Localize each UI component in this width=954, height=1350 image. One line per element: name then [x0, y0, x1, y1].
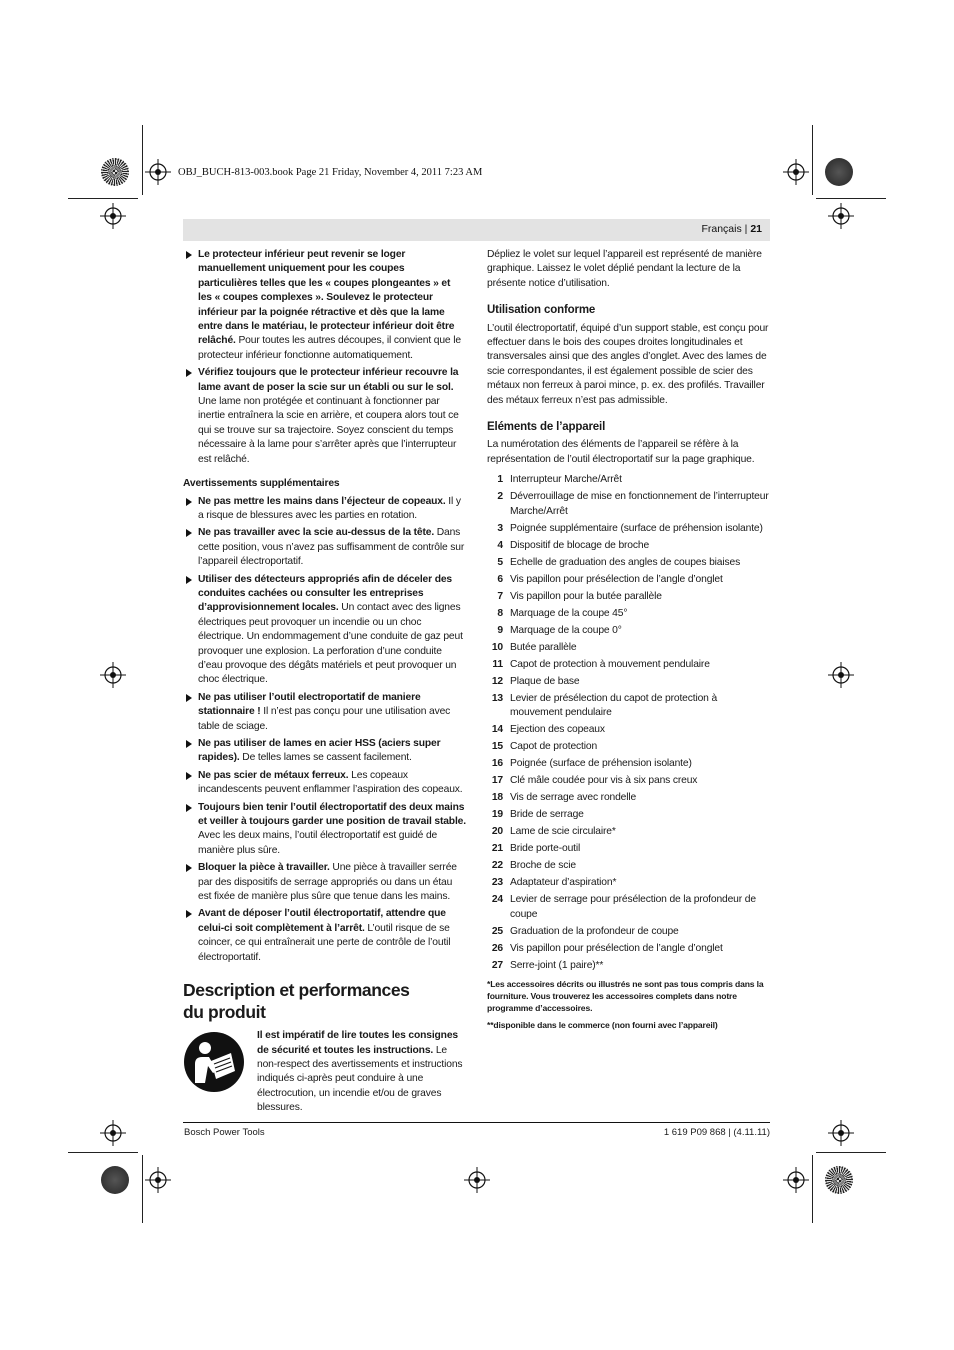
read-manual-icon	[183, 1031, 245, 1093]
list-item: 21 Bride porte-outil	[491, 843, 581, 855]
registration-mark-icon	[100, 662, 126, 688]
list-item: 14 Ejection des copeaux	[491, 724, 605, 736]
right-column	[487, 248, 770, 1031]
bullet-triangle-icon	[186, 498, 192, 506]
crop-mark	[816, 1152, 886, 1153]
list-item: 26 Vis papillon pour présélection de l’angle d’onglet	[491, 942, 723, 954]
list-item: 15 Capot de protection	[491, 741, 598, 753]
bullet-triangle-icon	[186, 772, 192, 780]
bullet-triangle-icon	[186, 251, 192, 259]
list-item: 22 Broche de scie	[491, 860, 577, 872]
list-item: 7 Vis papillon pour la butée parallèle	[497, 590, 662, 602]
color-wheel-icon	[825, 1166, 853, 1194]
print-slug-line: OBJ_BUCH-813-003.book Page 21 Friday, November 4, 2011 7:23 AM	[178, 167, 483, 178]
list-item: 17 Clé mâle coudée pour vis à six pans creux	[491, 775, 698, 787]
crop-mark	[812, 125, 813, 195]
list-item: 1 Interrupteur Marche/Arrêt	[497, 474, 622, 486]
footnote-accessories: *Les accessoires décrits ou illustrés ne sont pas tous compris dans la fourniture. Vous trouverez les accessoires complets dans notre programme d’accessoires.	[487, 978, 764, 1013]
page-header	[183, 219, 770, 241]
list-item: 6 Vis papillon pour présélection de l’angle d’onglet	[497, 573, 723, 585]
list-item: 3 Poignée supplémentaire (surface de préhension isolante)	[497, 522, 763, 534]
bullet-triangle-icon	[186, 694, 192, 702]
bullet-triangle-icon	[186, 369, 192, 377]
list-item: 10 Butée parallèle	[491, 641, 577, 653]
registration-mark-icon	[828, 1120, 854, 1146]
bullet-triangle-icon	[186, 804, 192, 812]
header-label	[701, 223, 762, 235]
list-item: 25 Graduation de la profondeur de coupe	[491, 925, 679, 937]
footer-rule	[183, 1122, 770, 1123]
list-item: 18 Vis de serrage avec rondelle	[491, 792, 637, 804]
read-manual-text: Il est impératif de lire toutes les consignes de sécurité et toutes les instructions. Le non-respect des avertissements et instructions indiqués ci-après peut conduire à une électrocution, un incendie et/ou de graves blessures.	[257, 1030, 463, 1114]
parts-intro-paragraph: La numérotation des éléments de l’appareil se réfère à la représentation de l’outil électroportatif sur la page graphique.	[487, 439, 755, 465]
footer-brand: Bosch Power Tools	[184, 1127, 265, 1138]
list-item: 16 Poignée (surface de préhension isolante)	[491, 758, 692, 770]
list-item: 12 Plaque de base	[491, 675, 580, 687]
warning-bullet: Ne pas utiliser de lames en acier HSS (aciers super rapides). De telles lames se cassent facilement.	[183, 737, 466, 766]
warning-bullet: Vérifiez toujours que le protecteur inférieur recouvre la lame avant de poser la scie sur un établi ou sur le sol. Une lame non protégée et continuant à fonctionner par inertie entraînera la scie en arrière, et coupera alors tout ce qui se trouve sur sa trajectoire. Soyez conscient du temps nécessaire à la lame pour s’arrêter après que l’interrupteur est relâché.	[183, 366, 466, 467]
warning-bullet: Bloquer la pièce à travailler. Une pièce à travailler serrée par des dispositifs de serrage appropriés ou dans un étau est fixée de manière plus sûre que tenue dans les mains.	[183, 861, 466, 904]
color-wheel-icon	[101, 1166, 129, 1194]
header-separator: |	[744, 223, 748, 235]
warning-bullet: Ne pas scier de métaux ferreux. Les copeaux incandescents peuvent enflammer l’aspiration des copeaux.	[183, 769, 466, 798]
crop-mark	[142, 1155, 143, 1223]
registration-mark-icon	[464, 1167, 490, 1193]
crop-mark	[816, 198, 886, 199]
page-number: 21	[750, 223, 762, 235]
registration-mark-icon	[783, 159, 809, 185]
registration-mark-icon	[783, 1167, 809, 1193]
footnote-commercial: **disponible dans le commerce (non fourni avec l’appareil)	[487, 1019, 718, 1030]
list-item: 13 Levier de présélection du capot de protection à mouvement pendulaire	[491, 692, 718, 719]
list-item: 19 Bride de serrage	[491, 809, 584, 821]
registration-mark-icon	[145, 159, 171, 185]
list-item: 24 Levier de serrage pour présélection de la profondeur de coupe	[491, 894, 756, 920]
section-title: Description et performances du produit	[183, 980, 410, 1023]
intended-use-paragraph: L’outil électroportatif, équipé d’un support stable, est conçu pour effectuer dans le bois des coupes droites longitudinales et transversales ainsi que des angles d’onglet. Avec des lames de scie correspondantes, il est également possible de scier des métaux non ferreux à paroi mince, p. ex. des profilés. Travailler des métaux ferreux n’est pas admissible.	[487, 322, 769, 406]
bullet-triangle-icon	[186, 576, 192, 584]
bullet-triangle-icon	[186, 740, 192, 748]
warning-bullet: Utiliser des détecteurs appropriés afin de déceler des conduites cachées ou consulter les entreprises d’approvisionnement locales. Un contact avec des lignes électriques peut provoquer un incendie ou un choc électrique. Un endommagement d’une conduite de gaz peut provoquer une explosion. La perforation d’une conduite d’eau provoque des dégâts matériels et peut provoquer un choc électrique.	[183, 573, 466, 688]
warning-bullet: Toujours bien tenir l’outil électroportatif des deux mains et veiller à toujours garder une position de travail stable. Avec les deux mains, l’outil électroportatif est guidé de manière plus sûre.	[183, 801, 466, 859]
warning-bullet: Ne pas travailler avec la scie au-dessus de la tête. Dans cette position, vous n’avez pas suffisamment de contrôle sur l’appareil électroportatif.	[183, 526, 466, 569]
registration-mark-icon	[100, 203, 126, 229]
warning-bullet: Le protecteur inférieur peut revenir se loger manuellement uniquement pour les coupes particulières telles que les « coupes plongeantes » et les « coupes complexes ». Soulevez le protecteur inférieur par la poignée rétractive et dès que la lame entre dans le matériau, le protecteur inférieur doit être relâché. Pour toutes les autres découpes, il convient que le protecteur inférieur fonctionne automatiquement.	[183, 248, 466, 363]
list-item: 8 Marquage de la coupe 45°	[497, 607, 628, 619]
bullet-triangle-icon	[186, 864, 192, 872]
heading-product-features: Eléments de l’appareil	[487, 421, 606, 434]
crop-mark	[142, 125, 143, 195]
parts-list	[487, 473, 770, 973]
left-column	[183, 248, 466, 1121]
read-manual-notice	[183, 1029, 466, 1121]
list-item: 2 Déverrouillage de mise en fonctionnement de l’interrupteur Marche/Arrêt	[497, 491, 769, 517]
crop-mark	[68, 198, 138, 199]
bullet-triangle-icon	[186, 529, 192, 537]
registration-mark-icon	[828, 203, 854, 229]
list-item: 9 Marquage de la coupe 0°	[497, 624, 622, 636]
heading-intended-use: Utilisation conforme	[487, 304, 596, 317]
list-item: 5 Echelle de graduation des angles de coupes biaises	[497, 556, 741, 568]
registration-mark-icon	[145, 1167, 171, 1193]
intro-paragraph: Dépliez le volet sur lequel l’appareil est représenté de manière graphique. Laissez le volet déplié pendant la lecture de la présente notice d’utilisation.	[487, 249, 762, 289]
crop-mark	[68, 1152, 138, 1153]
color-wheel-icon	[101, 158, 129, 186]
header-language: Français	[701, 223, 742, 235]
color-wheel-icon	[825, 158, 853, 186]
footer-document-number: 1 619 P09 868 | (4.11.11)	[663, 1127, 770, 1138]
warning-bullet: Ne pas mettre les mains dans l’éjecteur de copeaux. Il y a risque de blessures avec les parties en rotation.	[183, 495, 466, 524]
subheading-additional-warnings: Avertissements supplémentaires	[183, 478, 340, 490]
warning-bullet: Ne pas utiliser l’outil electroportatif de maniere stationnaire ! Il n’est pas conçu pour une utilisation avec table de sciage.	[183, 691, 466, 734]
list-item: 4 Dispositif de blocage de broche	[497, 539, 650, 551]
crop-mark	[812, 1155, 813, 1223]
registration-mark-icon	[828, 662, 854, 688]
list-item: 20 Lame de scie circulaire*	[491, 826, 616, 838]
registration-mark-icon	[100, 1120, 126, 1146]
list-item: 11 Capot de protection à mouvement pendulaire	[492, 658, 710, 670]
bullet-triangle-icon	[186, 910, 192, 918]
warning-bullet: Avant de déposer l’outil électroportatif, attendre que celui-ci soit complètement à l’arrêt. L’outil risque de se coincer, ce qui entraînerait une perte de contrôle de l’outil électroportatif.	[183, 907, 466, 965]
list-item: 27 Serre-joint (1 paire)**	[491, 959, 604, 971]
list-item: 23 Adaptateur d’aspiration*	[491, 877, 617, 889]
